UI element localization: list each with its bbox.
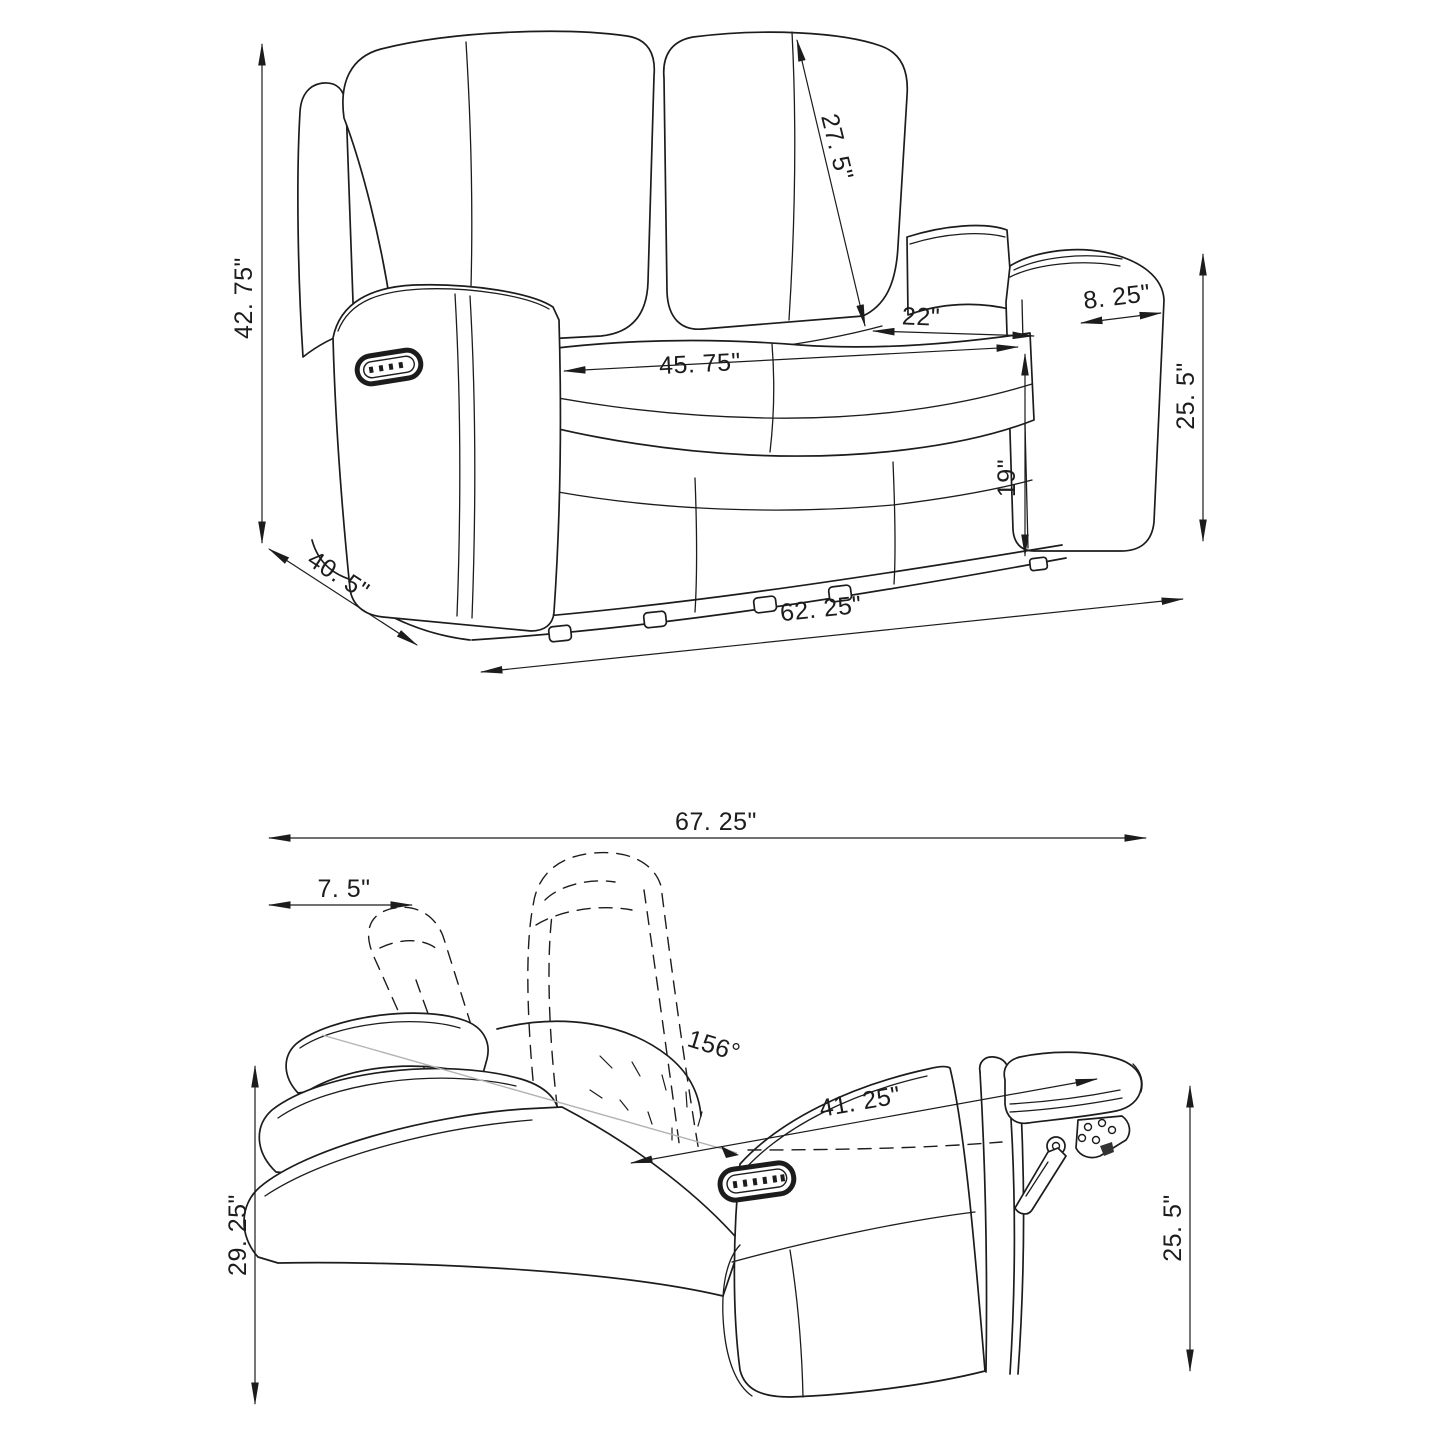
seat-height-label: 19" — [993, 458, 1021, 498]
dim-wall-clearance — [269, 875, 412, 905]
base-width-label: 62. 25" — [778, 590, 864, 628]
dim-overall-height — [230, 44, 262, 543]
reclined-back-height-label: 29. 25" — [224, 1194, 252, 1276]
extended-footrest — [1004, 1052, 1142, 1214]
recline-angle-label: 156° — [684, 1024, 744, 1068]
dim-arm-height — [1172, 254, 1203, 541]
reclined-recliner-drawing — [244, 853, 1142, 1397]
upright-loveseat-drawing — [298, 31, 1164, 642]
dim-reclined-back-height — [224, 1066, 255, 1404]
reclined-seat-length-label: 41. 25" — [817, 1081, 903, 1123]
dim-recline-angle — [684, 1025, 744, 1067]
arm-width-label: 8. 25" — [1081, 278, 1153, 316]
pivot-arrowhead — [721, 1146, 739, 1158]
overall-reclined-length-label: 67. 25" — [675, 808, 757, 836]
wall-clearance-label: 7. 5" — [317, 875, 371, 903]
overall-depth-label: 40. 5" — [302, 545, 375, 606]
dim-overall-reclined-length — [269, 808, 1146, 838]
arm-height-label: 25. 5" — [1172, 362, 1200, 430]
dim-base-width — [481, 591, 1183, 672]
seat-depth-label: 22" — [901, 302, 941, 332]
overall-height-label: 42. 75" — [230, 257, 258, 339]
dim-footrest-height — [1159, 1086, 1190, 1371]
seat-width-label: 45. 75" — [658, 347, 742, 381]
back-height-label: 27. 5" — [815, 110, 859, 184]
footrest-height-label: 25. 5" — [1159, 1194, 1187, 1262]
